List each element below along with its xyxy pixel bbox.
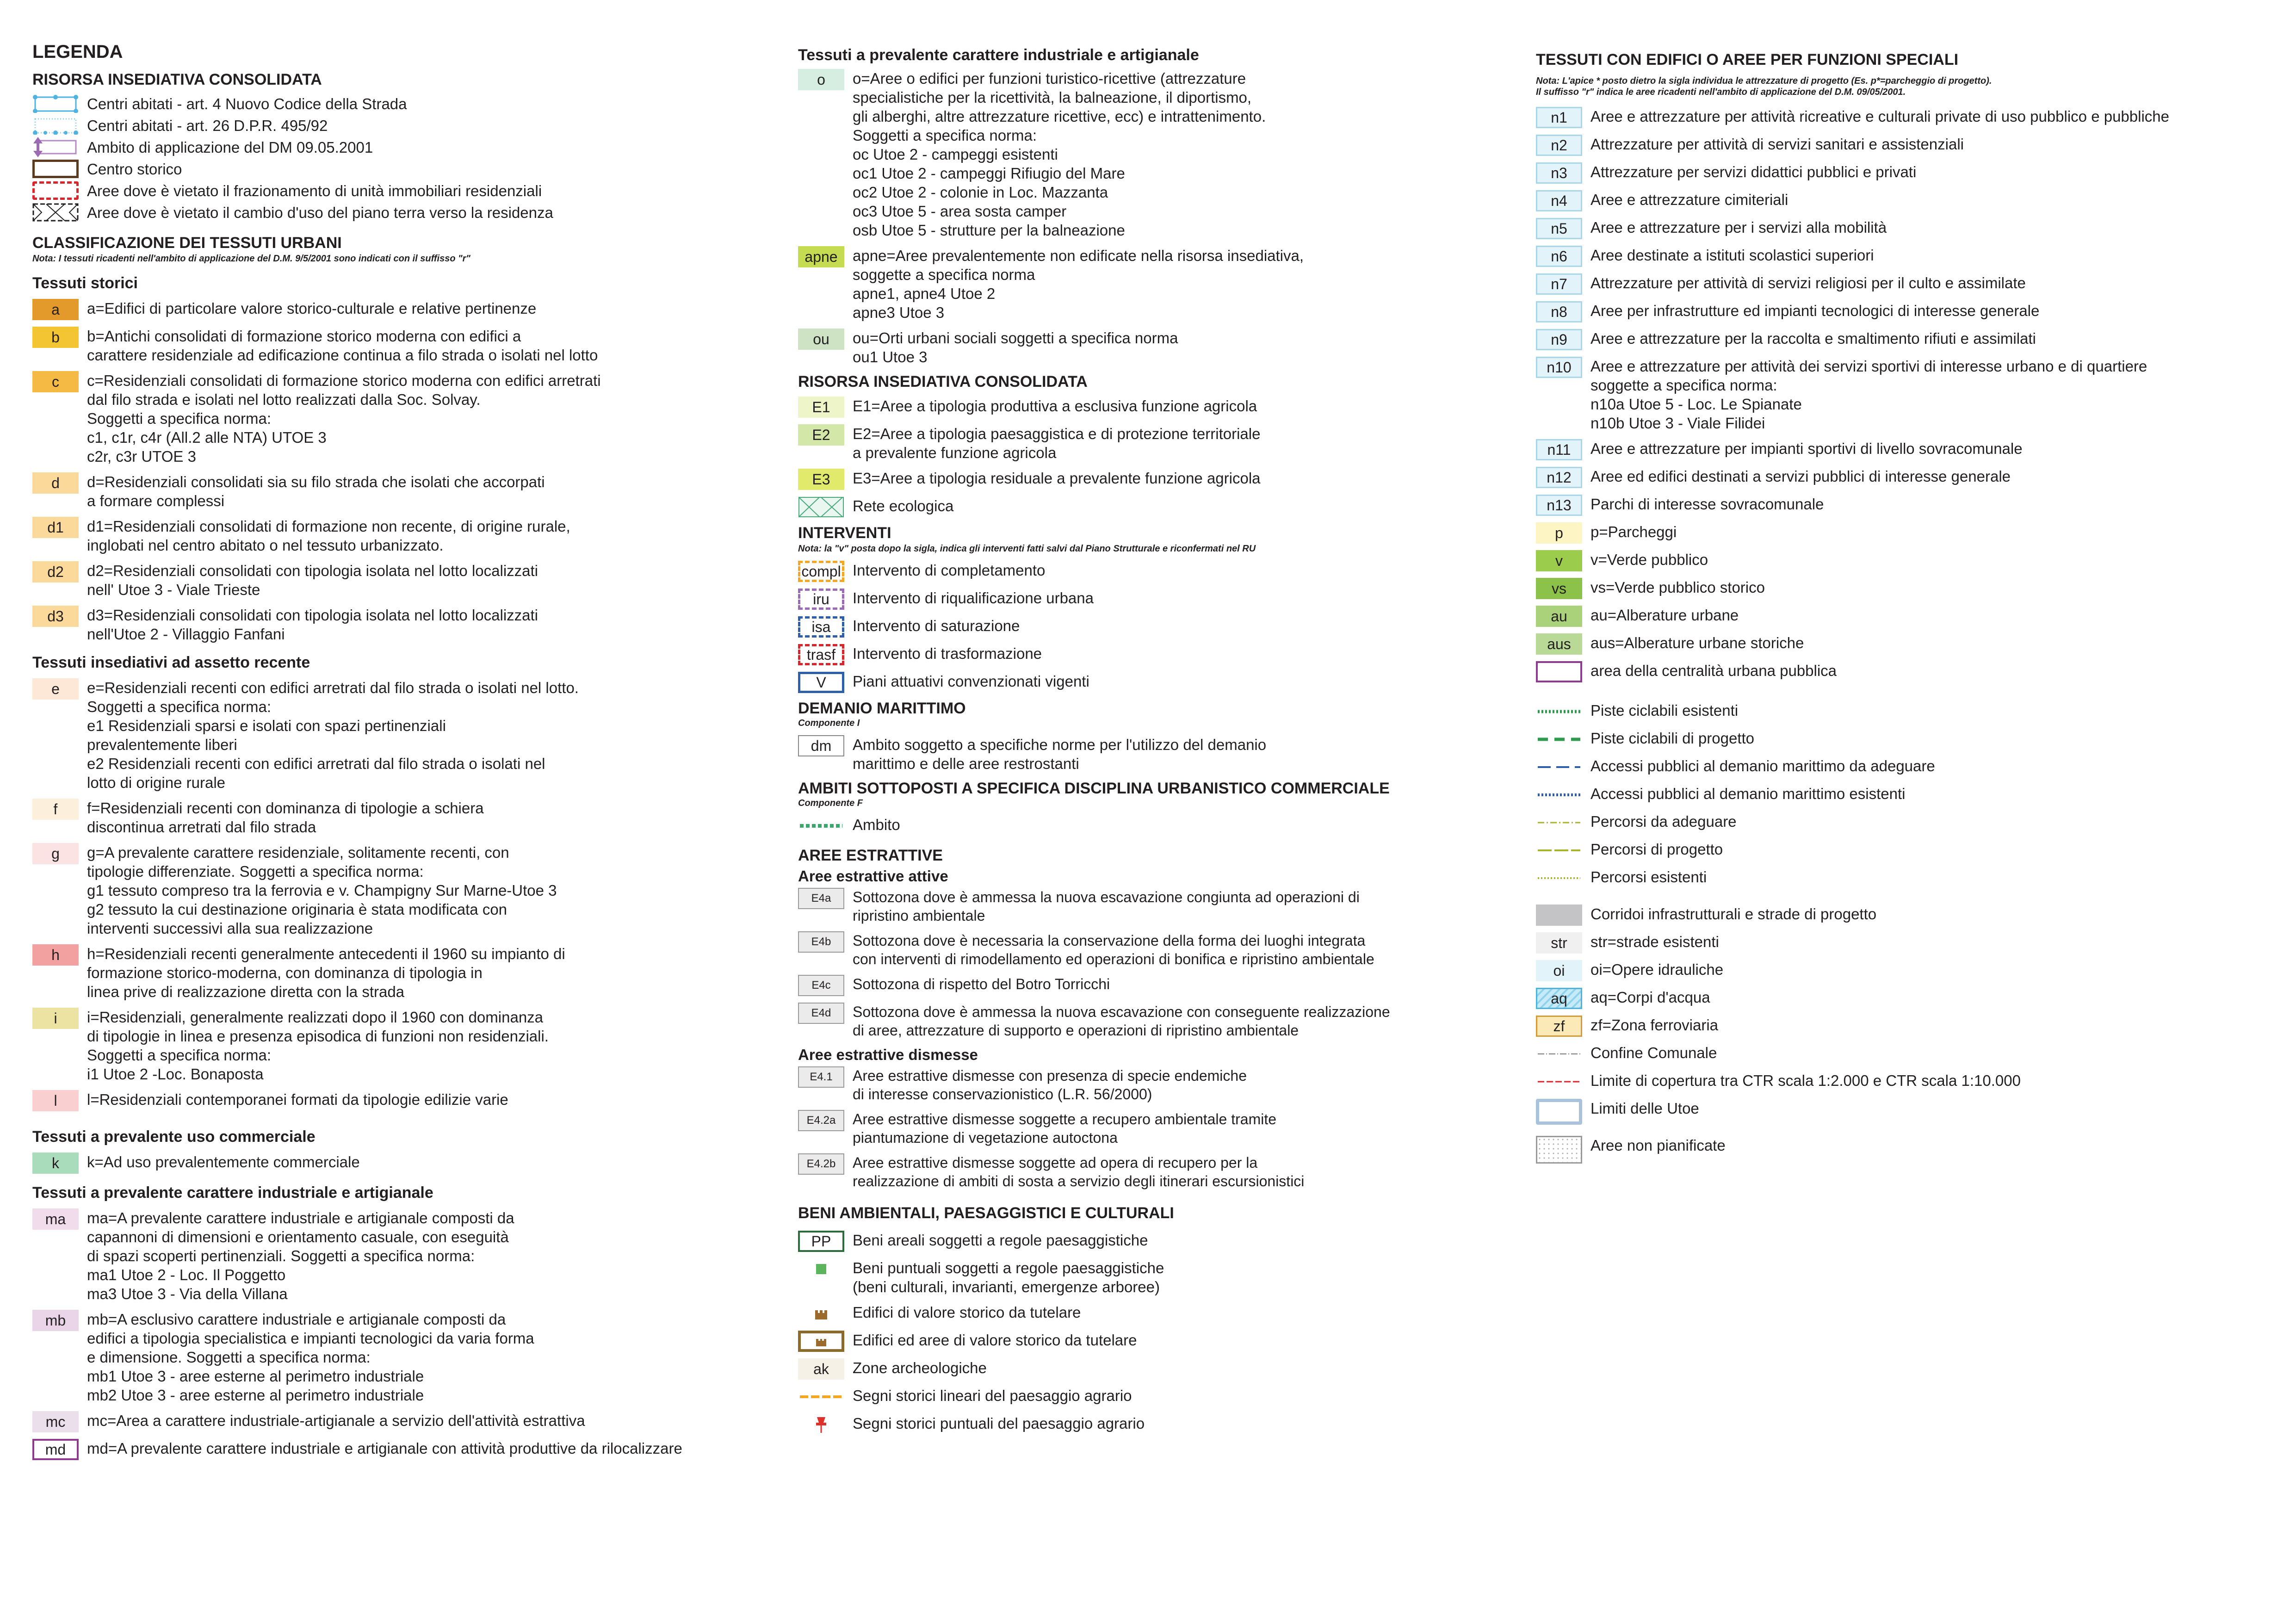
- legend-item: [1536, 812, 2276, 833]
- legend-label: e=Residenziali recenti con edifici arretrati dal filo strada o isolati nel lotto. Soggetti a specifica norma: e1 Residenziali sparsi e isolati con spazi pertinenziali prevalentemente liberi e2 Residenziali recenti con edifici arretrati dal filo strada o isolati nel lotto di origine rurale: [87, 679, 579, 791]
- legend-label: Corridoi infrastrutturali e strade di progetto: [1590, 905, 1877, 923]
- infra-symbol: oi: [1536, 960, 1582, 981]
- code-swatch: mc: [32, 1411, 79, 1432]
- legend-item: [32, 94, 754, 113]
- service-symbol: n8: [1536, 301, 1582, 322]
- legend-label: Beni areali soggetti a regole paesaggistiche: [853, 1232, 1148, 1249]
- legend-item: [798, 1066, 1520, 1103]
- legend-label: Zone archeologiche: [853, 1359, 987, 1376]
- legend-item: [798, 1331, 1520, 1352]
- service-symbol: n6: [1536, 246, 1582, 267]
- commerciale-list: [32, 1152, 754, 1174]
- estrattiva-symbol: E4.1: [798, 1066, 844, 1088]
- legend-item: [798, 644, 1520, 665]
- legend-item: [798, 469, 1520, 490]
- legend-label: l=Residenziali contemporanei formati da tipologie edilizie varie: [87, 1091, 508, 1108]
- legend-label: Aree e attrezzature per la raccolta e smaltimento rifiuti e assimilati: [1590, 330, 2036, 347]
- intervento-symbol: isa: [798, 616, 844, 638]
- legend-column-2: [798, 46, 1520, 1442]
- legend-label: Confine Comunale: [1590, 1044, 1717, 1061]
- code-swatch: g: [32, 843, 79, 864]
- intervento-symbol: iru: [798, 588, 844, 610]
- storici-list: [32, 299, 754, 644]
- legend-label: zf=Zona ferroviaria: [1590, 1016, 1719, 1034]
- service-symbol: n11: [1536, 439, 1582, 460]
- legend-label: Segni storici puntuali del paesaggio agrario: [853, 1415, 1145, 1432]
- legend-item: [32, 1008, 754, 1084]
- legend-label: Rete ecologica: [853, 497, 954, 514]
- legend-label: md=A prevalente carattere industriale e artigianale con attività produttive da rilocalizzare: [87, 1440, 682, 1457]
- legend-item: [1536, 606, 2276, 627]
- industriale-list-2: [798, 69, 1520, 366]
- risorsa-title-2: RISORSA INSEDIATIVA CONSOLIDATA: [798, 373, 1088, 390]
- legend-item: [32, 799, 754, 836]
- legend-item: [32, 1152, 754, 1174]
- legend-item: [798, 246, 1520, 322]
- beni-areali-symbol: PP: [798, 1231, 844, 1252]
- estrattiva-symbol: E4.2a: [798, 1110, 844, 1131]
- estrattiva-symbol: E4d: [798, 1003, 844, 1024]
- legend-label: Percorsi di progetto: [1590, 841, 1723, 858]
- legend-label: Piani attuativi convenzionati vigenti: [853, 673, 1089, 690]
- legend-label: v=Verde pubblico: [1590, 551, 1708, 568]
- code-swatch: ou: [798, 328, 844, 350]
- ambiti-note: Componente F: [798, 798, 863, 808]
- legend-item: [798, 561, 1520, 582]
- legend-item: [32, 299, 754, 320]
- legend-item: [798, 1258, 1520, 1296]
- demanio-note: Componente I: [798, 718, 860, 728]
- percorsi-adeguare-line-symbol: [1536, 812, 1582, 833]
- cambio-uso-symbol: [32, 203, 79, 222]
- legend-label: Sottozona di rispetto del Botro Torricchi: [853, 976, 1110, 992]
- risorsa-list: [798, 396, 1520, 490]
- legend-label: Edifici ed aree di valore storico da tutelare: [853, 1332, 1137, 1349]
- legend-column-3: [1536, 51, 2276, 1170]
- accessi-esistenti-line-symbol: [1536, 784, 1582, 805]
- legend-item: [1536, 218, 2276, 239]
- code-swatch: h: [32, 944, 79, 966]
- legend-label: g=A prevalente carattere residenziale, solitamente recenti, con tipologie differenziate. Soggetti a specifica norma: g1 tessuto compreso tra la ferrovia e v. Champigny Sur Marne-Utoe 3 g2 tessuto la cui destinazione originaria è stata modificata con interventi successivi alla sua realizzazione: [87, 844, 557, 937]
- legend-label: o=Aree o edifici per funzioni turistico-ricettive (attrezzature specialistiche per la ricettività, la balneazione, il diportismo, gli alberghi, altre attrezzature ricettive, ecc) e intrattenimento. Soggetti a specifica norma: oc Utoe 2 - campeggi esistenti oc1 Utoe 2 - campeggi Rifiugio del Mare oc2 Utoe 2 - colonie in Loc. Mazzanta oc3 Utoe 5 - area sosta camper osb Utoe 5 - strutture per la balneazione: [853, 70, 1266, 239]
- legend-label: E1=Aree a tipologia produttiva a esclusiva funzione agricola: [853, 397, 1257, 415]
- legend-label: Beni puntuali soggetti a regole paesaggistiche (beni culturali, invarianti, emergenze arboree): [853, 1259, 1164, 1295]
- legend-item: [32, 371, 754, 466]
- code-swatch: f: [32, 799, 79, 820]
- legend-label: Intervento di trasformazione: [853, 645, 1042, 662]
- legend-label: Aree estrattive dismesse con presenza di specie endemiche di interesse conservazionistico (L.R. 56/2000): [853, 1067, 1247, 1103]
- code-swatch: d1: [32, 517, 79, 538]
- legend-item: [1536, 1016, 2276, 1037]
- legend-item: [1536, 867, 2276, 889]
- legend-item: [32, 116, 754, 135]
- legend-label: h=Residenziali recenti generalmente antecedenti il 1960 su impianto di formazione storico-moderna, con dominanza di tipologia in linea prive di realizzazione diretta con la strada: [87, 945, 565, 1000]
- legend-label: Percorsi esistenti: [1590, 868, 1707, 886]
- legend-label: Attrezzature per attività di servizi religiosi per il culto e assimilate: [1590, 274, 2026, 291]
- classificazione-title: CLASSIFICAZIONE DEI TESSUTI URBANI: [32, 234, 342, 252]
- legend-label: vs=Verde pubblico storico: [1590, 579, 1765, 596]
- code-swatch: l: [32, 1090, 79, 1111]
- legend-label: Centro storico: [87, 161, 182, 178]
- legend-label: Centri abitati - art. 26 D.P.R. 495/92: [87, 117, 328, 134]
- legend-item: [798, 1386, 1520, 1407]
- service-symbol: n2: [1536, 135, 1582, 156]
- industriale-title: Tessuti a prevalente carattere industriale e artigianale: [32, 1184, 433, 1202]
- dismesse-list: [798, 1066, 1520, 1190]
- intervento-symbol: compl: [798, 561, 844, 582]
- estrattiva-symbol: E4a: [798, 888, 844, 909]
- industriale-list: [32, 1208, 754, 1460]
- utoe-symbol: [1536, 1099, 1582, 1125]
- code-swatch: v: [1536, 550, 1582, 571]
- code-swatch: au: [1536, 606, 1582, 627]
- legend-label: Limiti delle Utoe: [1590, 1100, 1699, 1117]
- legend-item: [1536, 1071, 2276, 1092]
- code-swatch: a: [32, 299, 79, 320]
- infra-symbol: aq: [1536, 988, 1582, 1009]
- legend-label: b=Antichi consolidati di formazione storico moderna con edifici a carattere residenziale ad edificazione continua a filo strada o isolati nel lotto: [87, 328, 598, 364]
- legend-label: Attrezzature per servizi didattici pubblici e privati: [1590, 163, 1917, 180]
- code-swatch: md: [32, 1439, 79, 1460]
- code-swatch: E3: [798, 469, 844, 490]
- legend-label: aus=Alberature urbane storiche: [1590, 634, 1804, 651]
- lines-list: [1536, 701, 2276, 889]
- legend-label: Aree destinate a istituti scolastici superiori: [1590, 247, 1874, 264]
- legend-label: E3=Aree a tipologia residuale a prevalente funzione agricola: [853, 470, 1261, 487]
- service-symbol: n5: [1536, 218, 1582, 239]
- legend-item: [32, 1439, 754, 1460]
- code-swatch: c: [32, 371, 79, 392]
- ambiti-title: AMBITI SOTTOPOSTI A SPECIFICA DISCIPLINA URBANISTICO COMMERCIALE: [798, 780, 1390, 797]
- classificazione-note: Nota: I tessuti ricadenti nell'ambito di applicazione del D.M. 9/5/2001 sono indicati con il suffisso "r": [32, 254, 470, 264]
- legend-label: Aree e attrezzature per attività dei servizi sportivi di interesse urbano e di quartiere soggette a specifica norma: n10a Utoe 5 - Loc. Le Spianate n10b Utoe 3 - Viale Filidei: [1590, 358, 2147, 432]
- limite-ctr-symbol: [1536, 1071, 1582, 1092]
- legend-label: k=Ad uso prevalentemente commerciale: [87, 1153, 360, 1171]
- code-swatch: aus: [1536, 633, 1582, 655]
- legend-label: aq=Corpi d'acqua: [1590, 989, 1710, 1006]
- legend-label: Ambito: [853, 816, 900, 833]
- legend-item: [1536, 701, 2276, 722]
- estrattiva-symbol: E4b: [798, 931, 844, 953]
- intervento-symbol: V: [798, 672, 844, 693]
- service-symbol: n9: [1536, 329, 1582, 350]
- legend-item: [798, 735, 1520, 773]
- legend-item: [798, 975, 1520, 996]
- legend-item: [1536, 578, 2276, 599]
- legend-label: Aree e attrezzature per impianti sportivi di livello sovracomunale: [1590, 440, 2023, 457]
- legend-column-1: [32, 42, 754, 1467]
- code-swatch: mb: [32, 1310, 79, 1331]
- legend-label: Sottozona dove è ammessa la nuova escavazione con conseguente realizzazione di aree, attrezzature di supporto e operazioni di ripristino ambientale: [853, 1004, 1390, 1039]
- legend-item: [1536, 633, 2276, 655]
- legend-label: Piste ciclabili esistenti: [1590, 702, 1739, 719]
- infra-symbol: zf: [1536, 1016, 1582, 1037]
- legend-label: d1=Residenziali consolidati di formazione non recente, di origine rurale, inglobati nel centro abitato o nel tessuto urbanizzato.: [87, 518, 570, 554]
- legend-label: Aree dove è vietato il cambio d'uso del piano terra verso la residenza: [87, 204, 553, 221]
- legend-item: [1536, 301, 2276, 322]
- interventi-list: [798, 561, 1520, 693]
- legend-item: [798, 815, 1520, 836]
- legend-item: [798, 328, 1520, 366]
- legend-label: Aree ed edifici destinati a servizi pubblici di interesse generale: [1590, 468, 2011, 485]
- code-swatch: d: [32, 472, 79, 494]
- confine-comunale-symbol: [1536, 1043, 1582, 1065]
- infra-symbol: [1536, 904, 1582, 926]
- segni-lineari-symbol: [798, 1386, 844, 1407]
- legend-item: [1536, 439, 2276, 460]
- legend-label: p=Parcheggi: [1590, 523, 1677, 540]
- service-symbol: n3: [1536, 162, 1582, 184]
- storici-title: Tessuti storici: [32, 274, 138, 292]
- castle-icon: [798, 1303, 844, 1324]
- legend-item: [32, 843, 754, 938]
- centri-abitati-art26-symbol: [32, 116, 79, 135]
- legend-label: Segni storici lineari del paesaggio agrario: [853, 1387, 1132, 1404]
- recente-title: Tessuti insediativi ad assetto recente: [32, 654, 310, 671]
- code-swatch: b: [32, 327, 79, 348]
- legend-item: [798, 1231, 1520, 1252]
- legend-item: [32, 327, 754, 365]
- service-symbol: n7: [1536, 273, 1582, 295]
- legend-label: Accessi pubblici al demanio marittimo da adeguare: [1590, 757, 1935, 774]
- code-swatch: p: [1536, 522, 1582, 544]
- industriale-title-2: Tessuti a prevalente carattere industriale e artigianale: [798, 46, 1199, 64]
- legend-item: [798, 1358, 1520, 1380]
- legend-label: ma=A prevalente carattere industriale e artigianale composti da capannoni di dimensioni e orientamento casuale, con eseguità di spazi scoperti pertinenziali. Soggetti a specifica norma: ma1 Utoe 2 - Loc. Il Poggetto ma3 Utoe 3 - Via della Villana: [87, 1209, 514, 1302]
- intervento-symbol: trasf: [798, 644, 844, 665]
- beni-title: BENI AMBIENTALI, PAESAGGISTICI E CULTURALI: [798, 1204, 1174, 1222]
- legend-item: [32, 606, 754, 644]
- code-swatch: e: [32, 678, 79, 700]
- legend-label: Percorsi da adeguare: [1590, 813, 1737, 830]
- legend-item: [1536, 522, 2276, 544]
- legend-item: [1536, 550, 2276, 571]
- legend-label: Centri abitati - art. 4 Nuovo Codice della Strada: [87, 95, 407, 112]
- legend-item: [1536, 1136, 2276, 1164]
- legend-item: [1536, 495, 2276, 516]
- legend-item: [798, 424, 1520, 462]
- legend-item: [32, 561, 754, 599]
- legend-label: a=Edifici di particolare valore storico-culturale e relative pertinenze: [87, 300, 537, 317]
- legend-item: [798, 1003, 1520, 1040]
- code-swatch: apne: [798, 246, 844, 267]
- legend-title: LEGENDA: [32, 42, 123, 62]
- code-swatch: k: [32, 1152, 79, 1174]
- legend-item: [1536, 960, 2276, 981]
- legend-item: [1536, 329, 2276, 350]
- legend-item: [32, 160, 754, 179]
- legend-label: area della centralità urbana pubblica: [1590, 662, 1837, 679]
- ambito-line-symbol: [798, 815, 844, 836]
- service-symbol: n13: [1536, 495, 1582, 516]
- services-list: [1536, 107, 2276, 516]
- code-swatch: vs: [1536, 578, 1582, 599]
- recente-list: [32, 678, 754, 1111]
- legend-label: E2=Aree a tipologia paesaggistica e di protezione territoriale a prevalente funzione agricola: [853, 425, 1261, 461]
- beni-puntuali-icon: [798, 1258, 844, 1280]
- legend-label: d=Residenziali consolidati sia su filo strada che isolati che accorpati a formare complessi: [87, 473, 545, 509]
- service-symbol: n10: [1536, 357, 1582, 378]
- legend-label: Sottozona dove è ammessa la nuova escavazione congiunta ad operazioni di ripristino ambientale: [853, 889, 1360, 924]
- legend-label: d2=Residenziali consolidati con tipologia isolata nel lotto localizzati nell' Utoe 3 - Viale Trieste: [87, 562, 538, 598]
- legend-item: [798, 69, 1520, 240]
- pin-icon: [798, 1414, 844, 1435]
- legend-label: Parchi di interesse sovracomunale: [1590, 496, 1824, 513]
- infra-symbol: str: [1536, 932, 1582, 954]
- legend-label: mb=A esclusivo carattere industriale e artigianale composti da edifici a tipologia specialistica e impianti tecnologici da varia forma e dimensione. Soggetti a specifica norma: mb1 Utoe 3 - aree esterne al perimetro industriale mb2 Utoe 3 - aree esterne al perimetro industriale: [87, 1311, 534, 1404]
- edifici-aree-storiche-symbol: [798, 1331, 844, 1352]
- legend-label: Intervento di riqualificazione urbana: [853, 589, 1094, 607]
- legend-item: [1536, 357, 2276, 433]
- legend-item: [1536, 246, 2276, 267]
- legend-label: Aree estrattive dismesse soggette a recupero ambientale tramite piantumazione di vegetazione autoctona: [853, 1111, 1277, 1146]
- code-swatch: E2: [798, 424, 844, 446]
- legend-item: [1536, 107, 2276, 128]
- legend-label: f=Residenziali recenti con dominanza di tipologie a schiera discontinua arretrati dal filo strada: [87, 799, 484, 836]
- legend-item: [798, 931, 1520, 968]
- zone-archeologiche-symbol: ak: [798, 1358, 844, 1380]
- legend-item: [32, 1411, 754, 1432]
- legend-label: Aree e attrezzature per attività ricreative e culturali private di uso pubblico e pubbliche: [1590, 108, 2170, 125]
- legend-item: [1536, 756, 2276, 778]
- legend-label: Intervento di saturazione: [853, 617, 1020, 634]
- legend-item: [32, 203, 754, 222]
- legend-label: Aree estrattive dismesse soggette ad opera di recupero per la realizzazione di ambiti di sosta a servizio degli itinerari escursionistici: [853, 1154, 1305, 1189]
- legend-label: oi=Opere idrauliche: [1590, 961, 1724, 978]
- legend-item: [32, 678, 754, 792]
- legend-item: [798, 496, 1520, 518]
- legend-item: [798, 616, 1520, 638]
- demanio-title: DEMANIO MARITTIMO: [798, 700, 966, 717]
- legend-item: [798, 672, 1520, 693]
- legend-item: [798, 396, 1520, 418]
- attive-list: [798, 888, 1520, 1040]
- piste-esistenti-line-symbol: [1536, 701, 1582, 722]
- legend-item: [1536, 1043, 2276, 1065]
- code-swatch: ma: [32, 1208, 79, 1230]
- centro-storico-symbol: [32, 160, 79, 178]
- aree-non-pianificate-symbol: [1536, 1136, 1582, 1164]
- legend-label: Accessi pubblici al demanio marittimo esistenti: [1590, 785, 1906, 802]
- legend-label: Ambito di applicazione del DM 09.05.2001: [87, 139, 373, 156]
- legend-item: [1536, 135, 2276, 156]
- interventi-note: Nota: la "v" posta dopo la sigla, indica gli interventi fatti salvi dal Piano Strutturale e riconfermati nel RU: [798, 544, 1256, 554]
- funzioni-speciali-title: TESSUTI CON EDIFICI O AREE PER FUNZIONI SPECIALI: [1536, 51, 1959, 68]
- legend-item: [798, 1303, 1520, 1324]
- centri-abitati-art4-symbol: [32, 94, 79, 113]
- code-swatch: o: [798, 69, 844, 90]
- legend-label: Aree per infrastrutture ed impianti tecnologici di interesse generale: [1590, 302, 2040, 319]
- legend-label: Piste ciclabili di progetto: [1590, 730, 1755, 747]
- legend-item: [1536, 273, 2276, 295]
- legend-item: [1536, 932, 2276, 954]
- risorsa-title: RISORSA INSEDIATIVA CONSOLIDATA: [32, 71, 322, 88]
- percorsi-esistenti-line-symbol: [1536, 867, 1582, 889]
- legend-label: Attrezzature per attività di servizi sanitari e assistenziali: [1590, 136, 1964, 153]
- estrattive-title: AREE ESTRATTIVE: [798, 847, 943, 864]
- legend-label: Aree e attrezzature per i servizi alla mobilità: [1590, 219, 1887, 236]
- legend-label: Sottozona dove è necessaria la conservazione della forma dei luoghi integrata con interventi di rimodellamento ed operazioni di bonifica e ripristino ambientale: [853, 932, 1374, 967]
- legend-item: [1536, 190, 2276, 211]
- legend-label: ou=Orti urbani sociali soggetti a specifica norma ou1 Utoe 3: [853, 329, 1178, 365]
- ambito-dm-arrow-icon: [32, 138, 79, 156]
- legend-item: [1536, 661, 2276, 682]
- frazionamento-symbol: [32, 181, 79, 200]
- legend-label: apne=Aree prevalentemente non edificate nella risorsa insediativa, soggette a specifica norma apne1, apne4 Utoe 2 apne3 Utoe 3: [853, 247, 1304, 321]
- infra-list: [1536, 904, 2276, 1037]
- legend-label: Aree e attrezzature cimiteriali: [1590, 191, 1789, 208]
- legend-item: [1536, 784, 2276, 805]
- code-swatch: i: [32, 1008, 79, 1029]
- service-symbol: n1: [1536, 107, 1582, 128]
- legend-label: Edifici di valore storico da tutelare: [853, 1304, 1081, 1321]
- legend-item: [32, 472, 754, 510]
- green-list: [1536, 522, 2276, 655]
- legend-item: [32, 1208, 754, 1303]
- legend-item: [32, 181, 754, 200]
- piste-progetto-line-symbol: [1536, 729, 1582, 750]
- legend-item: [1536, 840, 2276, 861]
- code-swatch: E1: [798, 396, 844, 418]
- service-symbol: n12: [1536, 467, 1582, 488]
- code-swatch: d2: [32, 561, 79, 582]
- legend-item: [1536, 729, 2276, 750]
- legend-label: Limite di copertura tra CTR scala 1:2.000 e CTR scala 1:10.000: [1590, 1072, 2021, 1089]
- legend-label: Aree dove è vietato il frazionamento di unità immobiliari residenziali: [87, 182, 542, 199]
- centralita-symbol: [1536, 661, 1582, 682]
- legend-item: [32, 517, 754, 555]
- legend-label: c=Residenziali consolidati di formazione storico moderna con edifici arretrati dal filo strada e isolati nel lotto realizzati dalla Soc. Solvay. Soggetti a specifica norma: c1, c1r, c4r (All.2 alle NTA) UTOE 3 c2r, c3r UTOE 3: [87, 372, 601, 465]
- percorsi-progetto-line-symbol: [1536, 840, 1582, 861]
- accessi-adeguare-line-symbol: [1536, 756, 1582, 778]
- legend-item: [1536, 162, 2276, 184]
- code-swatch: d3: [32, 606, 79, 627]
- estrattiva-symbol: E4c: [798, 975, 844, 996]
- legend-label: str=strade esistenti: [1590, 933, 1719, 950]
- legend-item: [32, 138, 754, 157]
- interventi-title: INTERVENTI: [798, 524, 891, 542]
- legend-label: au=Alberature urbane: [1590, 607, 1739, 624]
- legend-item: [32, 1310, 754, 1405]
- legend-item: [798, 888, 1520, 925]
- legend-item: [1536, 1099, 2276, 1125]
- legend-item: [1536, 904, 2276, 926]
- legend-item: [32, 944, 754, 1001]
- legend-item: [798, 1414, 1520, 1435]
- service-symbol: n4: [1536, 190, 1582, 211]
- legend-label: Ambito soggetto a specifiche norme per l'utilizzo del demanio marittimo e delle aree restrostanti: [853, 736, 1267, 772]
- legend-item: [798, 1153, 1520, 1190]
- attive-title: Aree estrattive attive: [798, 867, 948, 885]
- legend-label: d3=Residenziali consolidati con tipologia isolata nel lotto localizzati nell'Utoe 2 - Villaggio Fanfani: [87, 607, 538, 643]
- demanio-symbol: dm: [798, 735, 844, 756]
- legend-item: [1536, 988, 2276, 1009]
- legend-label: Aree non pianificate: [1590, 1137, 1726, 1154]
- legend-item: [798, 1110, 1520, 1147]
- legend-label: i=Residenziali, generalmente realizzati dopo il 1960 con dominanza di tipologie in linea e presenza episodica di funzioni non residenziali. Soggetti a specifica norma: i1 Utoe 2 -Loc. Bonaposta: [87, 1009, 549, 1083]
- legend-item: [32, 1090, 754, 1111]
- legend-item: [1536, 467, 2276, 488]
- estrattiva-symbol: E4.2b: [798, 1153, 844, 1175]
- funzioni-speciali-note: Nota: L'apice * posto dietro la sigla individua le attrezzature di progetto (Es. p*=parcheggio di progetto). Il suffisso "r" indica le aree ricadenti nell'ambito di applicazione del D.M. 09/05/2001.: [1536, 76, 1992, 97]
- dismesse-title: Aree estrattive dismesse: [798, 1046, 978, 1063]
- legend-item: [798, 588, 1520, 610]
- commerciale-title: Tessuti a prevalente uso commerciale: [32, 1128, 316, 1146]
- rete-ecologica-symbol: [798, 496, 844, 518]
- legend-label: mc=Area a carattere industriale-artigianale a servizio dell'attività estrattiva: [87, 1412, 585, 1429]
- legend-label: Intervento di completamento: [853, 562, 1046, 579]
